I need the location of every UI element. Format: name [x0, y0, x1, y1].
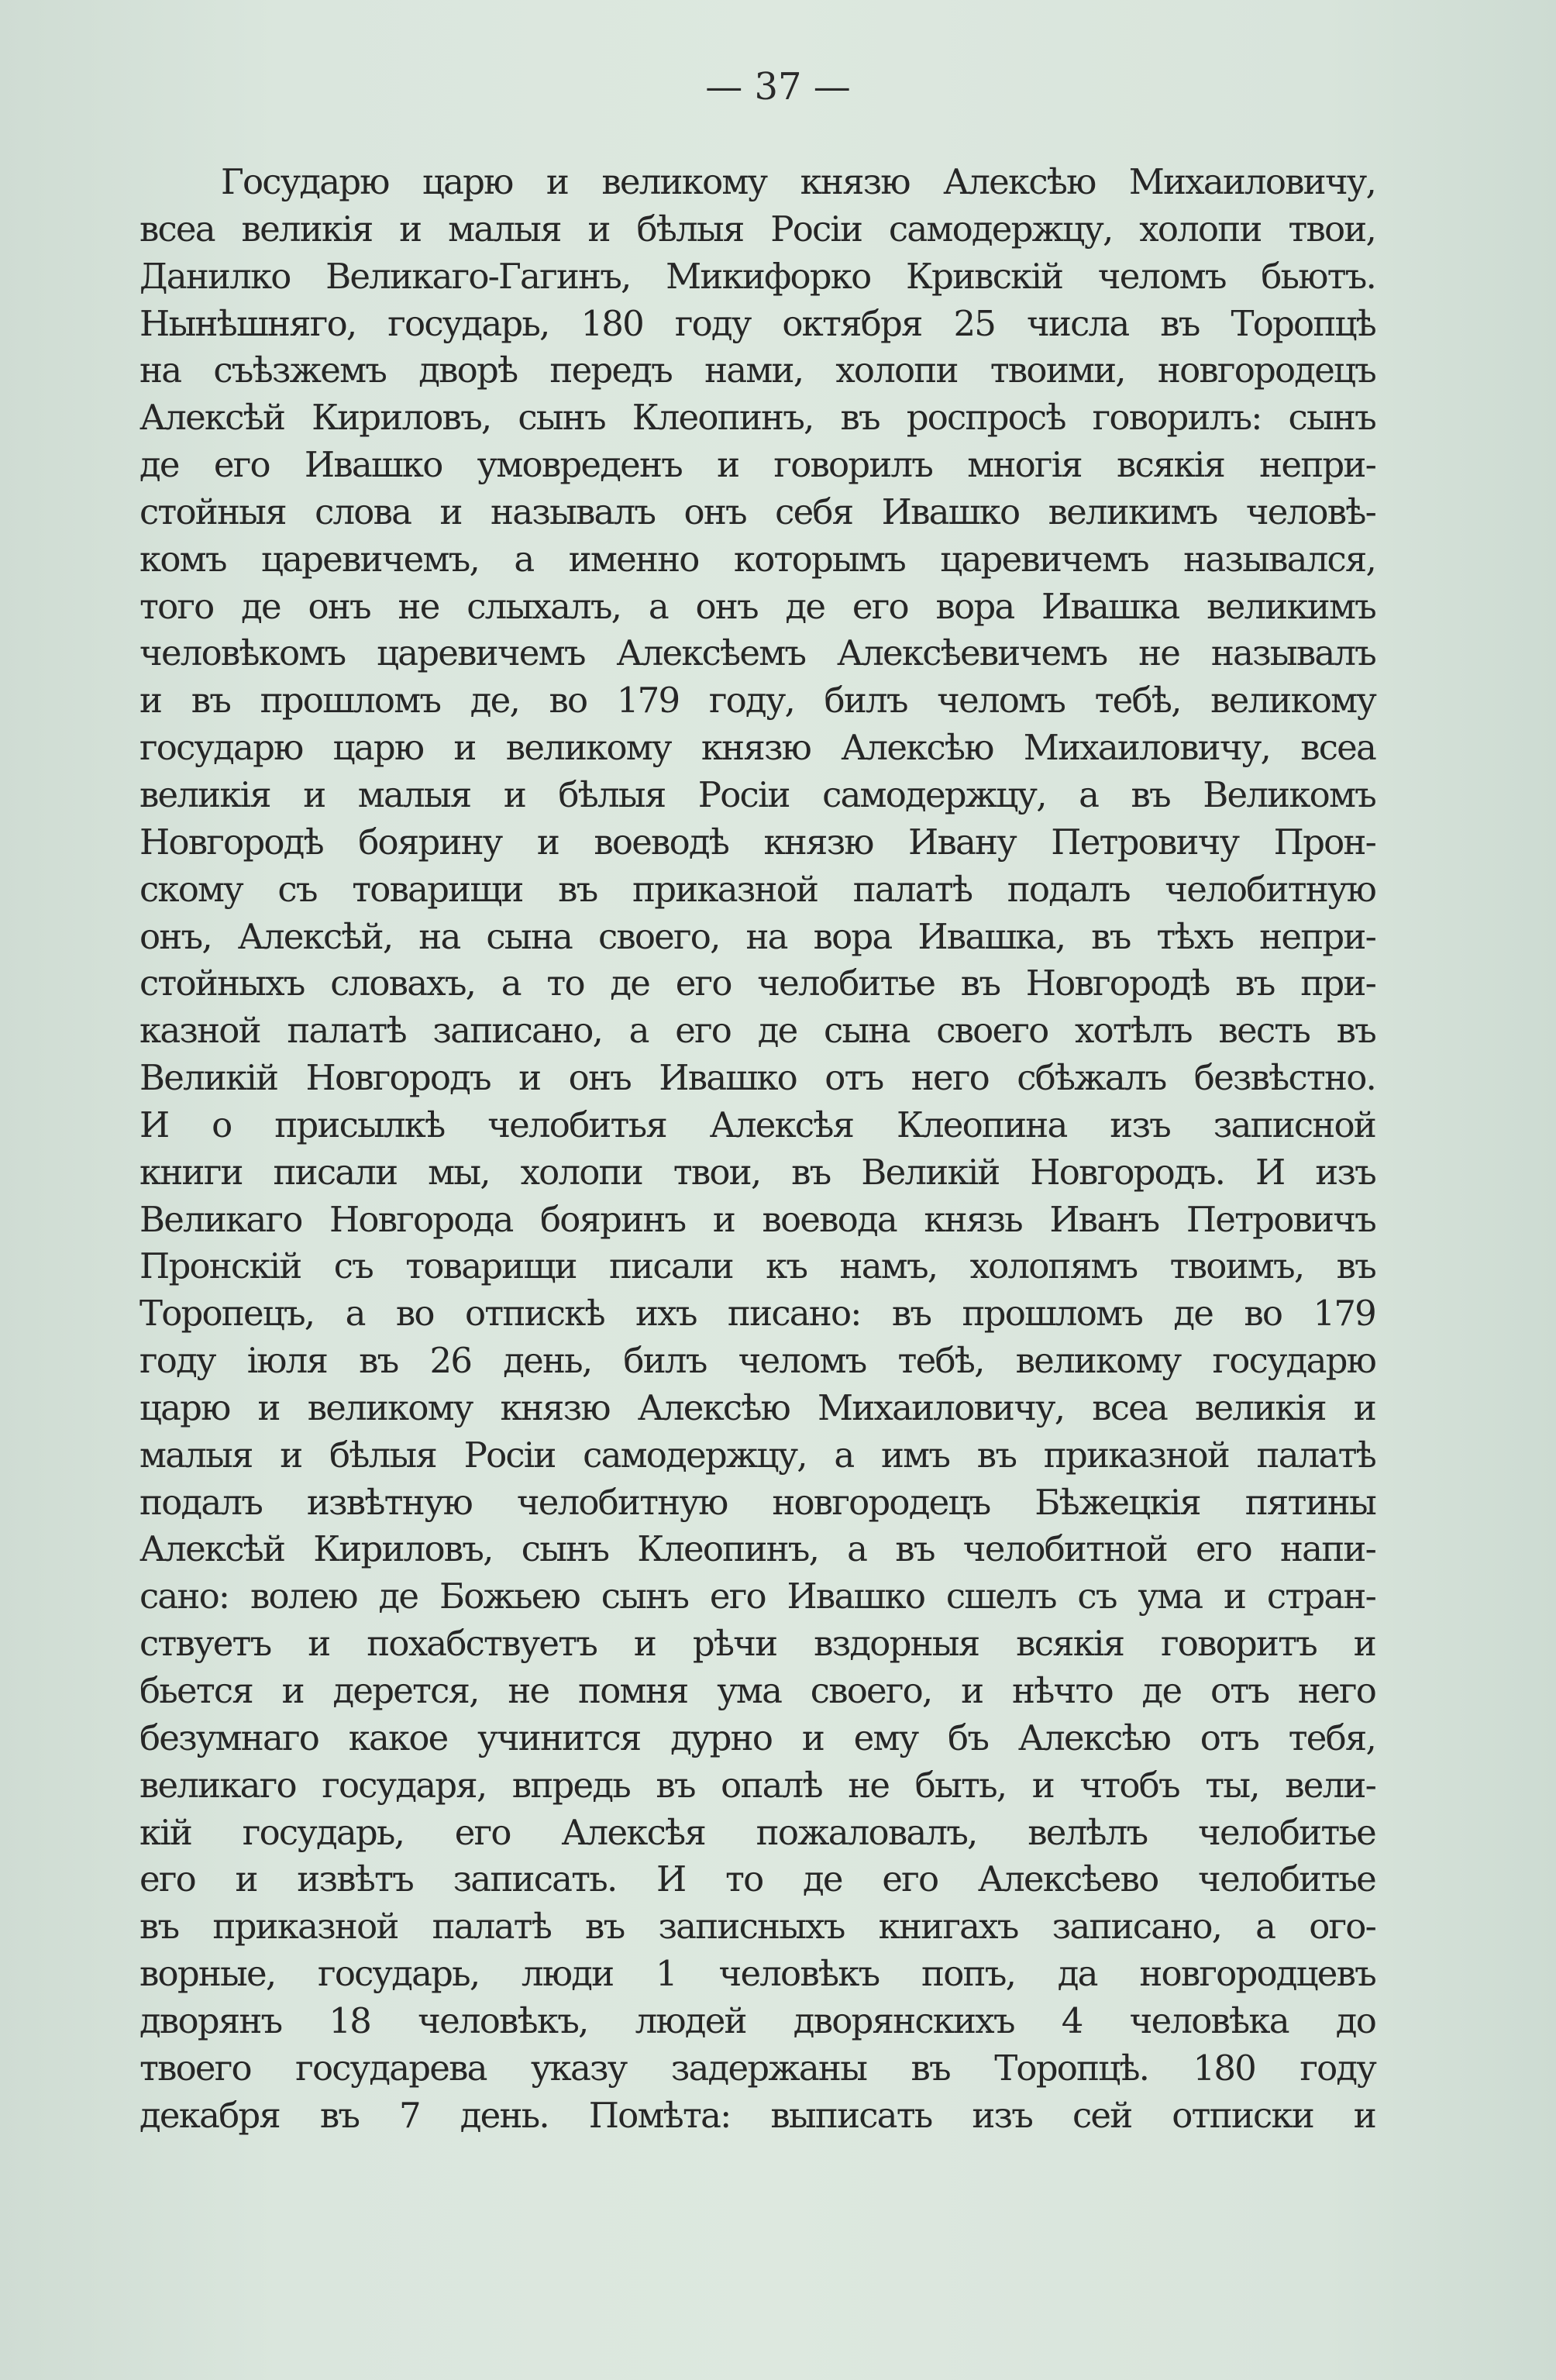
text-line: ствуетъ и похабствуетъ и рѣчи вздорныя всякія говоритъ и	[139, 1623, 1375, 1665]
text-line: Великаго Новгорода бояринъ и воевода князь Иванъ Петровичъ	[139, 1198, 1375, 1240]
text-line: Великій Новгородъ и онъ Ивашко отъ него сбѣжалъ безвѣстно.	[139, 1057, 1375, 1099]
text-line: его и извѣтъ записать. И то де его Алексѣево челобитье	[139, 1858, 1375, 1900]
text-line: скому съ товарищи въ приказной палатѣ подалъ челобитную	[139, 868, 1375, 910]
text-line: Торопецъ, а во отпискѣ ихъ писано: въ прошломъ де во 179	[139, 1293, 1375, 1335]
text-line: великаго государя, впредь въ опалѣ не быть, и чтобъ ты, вели-	[139, 1764, 1375, 1806]
text-line: Новгородѣ боярину и воеводѣ князю Ивану Петровичу Прон-	[139, 821, 1375, 863]
text-line: бьется и дерется, не помня ума своего, и нѣчто де отъ него	[139, 1670, 1375, 1711]
text-line: Нынѣшняго, государь, 180 году октября 25 числа въ Торопцѣ	[139, 302, 1375, 344]
text-line: Алексѣй Кириловъ, сынъ Клеопинъ, въ роспросѣ говорилъ: сынъ	[139, 397, 1375, 439]
text-line: безумнаго какое учинится дурно и ему бъ Алексѣю отъ тебя,	[139, 1717, 1375, 1758]
body-text	[139, 159, 1375, 2139]
text-line: малыя и бѣлыя Росіи самодержцу, а имъ въ приказной палатѣ	[139, 1434, 1375, 1476]
text-line: книги писали мы, холопи твои, въ Великій Новгородъ. И изъ	[139, 1151, 1375, 1193]
text-line: на съѣзжемъ дворѣ передъ нами, холопи твоими, новгородецъ	[139, 350, 1375, 391]
text-line: году іюля въ 26 день, билъ челомъ тебѣ, великому государю	[139, 1340, 1375, 1382]
text-line: въ приказной палатѣ въ записныхъ книгахъ записано, а ого-	[139, 1906, 1375, 1948]
text-line: и въ прошломъ де, во 179 году, билъ челомъ тебѣ, великому	[139, 680, 1375, 722]
text-line: дворянъ 18 человѣкъ, людей дворянскихъ 4 человѣка до	[139, 1999, 1375, 2041]
text-line: комъ царевичемъ, а именно которымъ царевичемъ назывался,	[139, 538, 1375, 580]
text-line: того де онъ не слыхалъ, а онъ де его вора Ивашка великимъ	[139, 585, 1375, 627]
text-line: великія и малыя и бѣлыя Росіи самодержцу, а въ Великомъ	[139, 773, 1375, 815]
text-line: декабря въ 7 день. Помѣта: выписать изъ сей отписки и	[139, 2094, 1375, 2136]
text-line: стойныхъ словахъ, а то де его челобитье въ Новгородѣ въ при-	[139, 963, 1375, 1004]
text-line: онъ, Алексѣй, на сына своего, на вора Ивашка, въ тѣхъ непри-	[139, 915, 1375, 957]
text-line: сано: волею де Божьею сынъ его Ивашко сшелъ съ ума и стран-	[139, 1576, 1375, 1617]
text-line: ворные, государь, люди 1 человѣкъ попъ, да новгородцевъ	[139, 1953, 1375, 1995]
text-line: стойныя слова и называлъ онъ себя Ивашко великимъ человѣ-	[139, 491, 1375, 532]
text-line: всеа великія и малыя и бѣлыя Росіи самодержцу, холопи твои,	[139, 208, 1375, 250]
text-line: Алексѣй Кириловъ, сынъ Клеопинъ, а въ челобитной его напи-	[139, 1528, 1375, 1570]
text-line: человѣкомъ царевичемъ Алексѣемъ Алексѣевичемъ не называлъ	[139, 632, 1375, 674]
text-line: де его Ивашко умовреденъ и говорилъ многія всякія непри-	[139, 444, 1375, 486]
text-line: Данилко Великаго-Гагинъ, Микифорко Кривскій челомъ бьютъ.	[139, 255, 1375, 297]
page-number: — 37 —	[705, 65, 851, 108]
text-line: твоего государева указу задержаны въ Торопцѣ. 180 году	[139, 2047, 1375, 2089]
text-line: подалъ извѣтную челобитную новгородецъ Бѣжецкія пятины	[139, 1481, 1375, 1523]
text-line: Пронскій съ товарищи писали къ намъ, холопямъ твоимъ, въ	[139, 1245, 1375, 1287]
text-line: царю и великому князю Алексѣю Михаиловичу, всеа великія и	[139, 1386, 1375, 1428]
text-line: И о присылкѣ челобитья Алексѣя Клеопина изъ записной	[139, 1104, 1375, 1145]
text-line: казной палатѣ записано, а его де сына своего хотѣлъ весть въ	[139, 1010, 1375, 1052]
text-line: кій государь, его Алексѣя пожаловалъ, велѣлъ челобитье	[139, 1811, 1375, 1853]
text-line: Государю царю и великому князю Алексѣю Михаиловичу,	[221, 161, 1375, 202]
text-line: государю царю и великому князю Алексѣю Михаиловичу, всеа	[139, 727, 1375, 769]
